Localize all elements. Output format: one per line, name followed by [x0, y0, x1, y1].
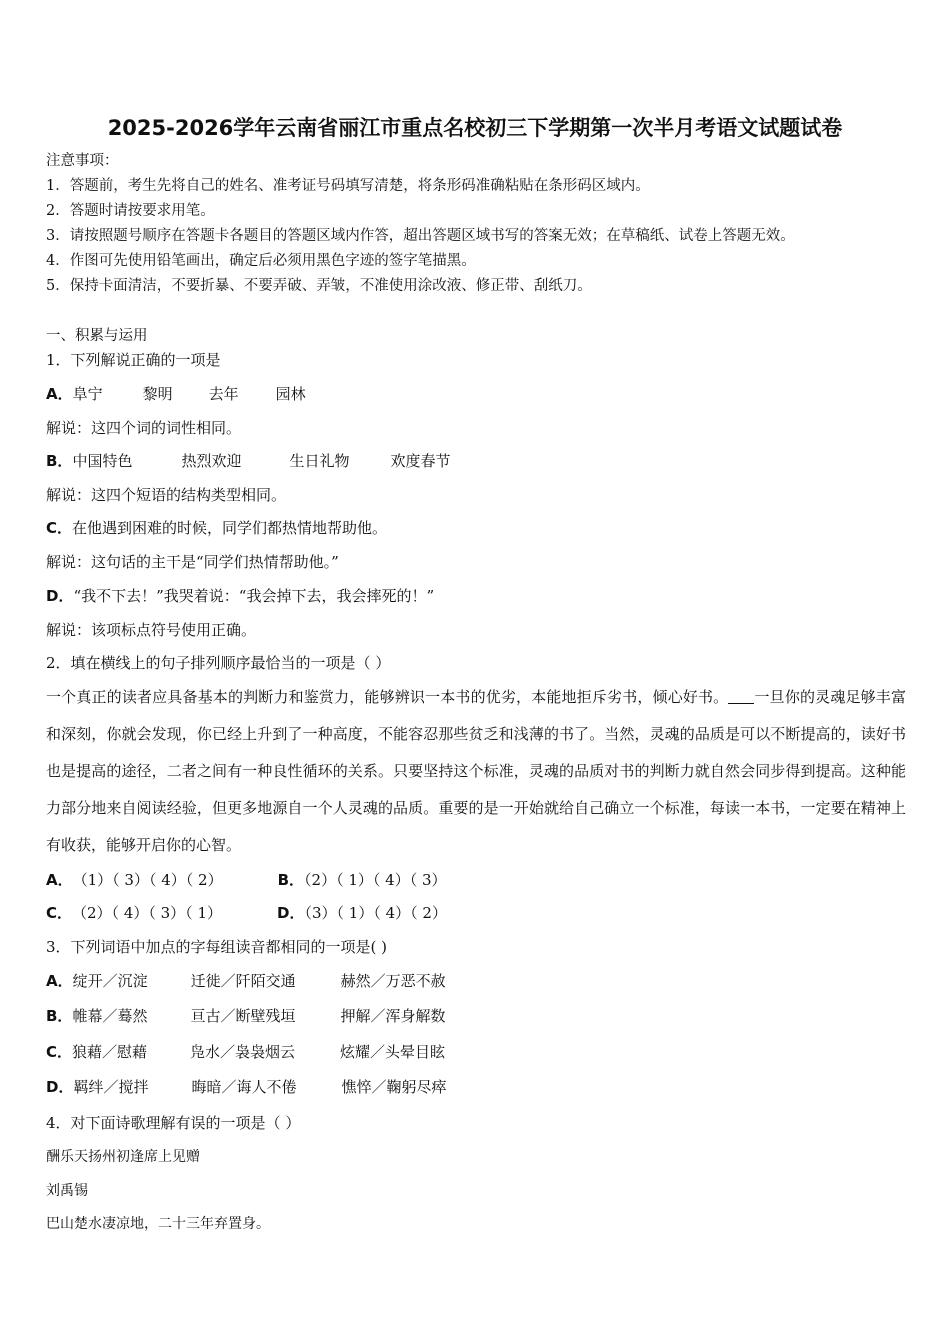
q1-stem: 1．下列解说正确的一项是 — [46, 351, 221, 369]
option-text: （3）（ 1）（ 4）（ 2） — [304, 904, 447, 922]
word-group: 晦暗／诲人不倦 — [191, 1078, 297, 1096]
q1-explain-d: 解说：该项标点符号使用正确。 — [46, 621, 257, 639]
option-label: C． — [46, 519, 73, 537]
passage-text: 一个真正的读者应具备基本的判断力和鉴赏力，能够辨识一本书的优劣，本能地拒斥劣书，倾心好书。 — [46, 688, 729, 706]
q3-option-c — [46, 1042, 445, 1062]
q1-explain-b: 解说：这四个短语的结构类型相同。 — [46, 486, 287, 504]
notice-item-4: 4．作图可先使用铅笔画出，确定后必须用黑色字迹的签字笔描黑。 — [46, 253, 476, 269]
q4-stem: 4．对下面诗歌理解有误的一项是（ ） — [46, 1114, 301, 1132]
q2-passage — [46, 679, 906, 864]
option-label: D． — [46, 587, 74, 605]
word-group: 炫耀／头晕目眩 — [340, 1043, 446, 1061]
word-group: 迁徙／阡陌交通 — [190, 972, 296, 990]
q3-option-d — [46, 1077, 446, 1097]
poem-author: 刘禹锡 — [46, 1183, 88, 1199]
q3-stem: 3．下列词语中加点的字每组读音都相同的一项是( ) — [46, 938, 388, 956]
option-text: （2）（ 1）（ 4）（ 3） — [304, 871, 447, 889]
notice-item-5: 5．保持卡面清洁，不要折暴、不要弄破、弄皱，不准使用涂改液、修正带、刮纸刀。 — [46, 278, 592, 294]
notice-item-3: 3．请按照题号顺序在答题卡各题目的答题区域内作答，超出答题区域书写的答案无效；在草稿纸、试卷上答题无效。 — [46, 228, 795, 244]
option-label: D． — [46, 1078, 74, 1096]
word-group: 羁绊／搅拌 — [73, 1078, 149, 1096]
option-label: B． — [277, 871, 305, 889]
word-group: 亘古／断壁残垣 — [190, 1007, 296, 1025]
option-label: A． — [46, 871, 73, 889]
notice-item-1: 1．答题前，考生先将自己的姓名、准考证号码填写清楚，将条形码准确粘贴在条形码区域内。 — [46, 178, 650, 194]
q1-explain-c: 解说：这句话的主干是“同学们热情帮助他。” — [46, 553, 339, 571]
q2-stem: 2．填在横线上的句子排列顺序最恰当的一项是（ ） — [46, 654, 391, 672]
q1-option-c — [46, 518, 387, 538]
option-text: （1）（ 3）（ 4）（ 2） — [72, 871, 223, 889]
q2-options-row-1 — [46, 870, 447, 890]
passage-text: 一旦你的灵魂足够丰富和深刻，你就会发现，你已经上升到了一种高度，不能容忍那些贫乏和浅薄的书了。当然，灵魂的品质是可以不断提高的，读好书也是提高的途径，二者之间有一种良性循环的关系。只要坚持这个标准，灵魂的品质对书的判断力就自然会同步得到提高。这种能力部分地来自阅读经验，但更多地源自一个人灵魂的品质。重要的是一开始就给自己确立一个标准，每读一本书，一定要在精神上有收获，能够开启你的心智。 — [46, 688, 906, 854]
q3-option-b — [46, 1006, 445, 1026]
word: 欢度春节 — [390, 452, 451, 470]
poem-line-1: 巴山楚水凄凉地，二十三年弃置身。 — [46, 1216, 270, 1232]
q1-option-b — [46, 451, 450, 471]
option-label: A． — [46, 385, 73, 403]
notice-heading: 注意事项： — [46, 153, 119, 169]
option-label: D． — [277, 904, 305, 922]
option-label: B． — [46, 452, 73, 470]
word: 黎明 — [142, 385, 173, 403]
word-group: 狼藉／慰藉 — [72, 1043, 148, 1061]
word-group: 绽开／沉淀 — [72, 972, 148, 990]
option-label: A． — [46, 972, 73, 990]
option-text: “我不下去！”我哭着说：“我会掉下去，我会摔死的！” — [73, 587, 435, 605]
word: 阜宁 — [72, 385, 103, 403]
q1-option-d — [46, 586, 434, 606]
option-label: C． — [46, 904, 73, 922]
q2-options-row-2 — [46, 903, 447, 923]
q3-option-a — [46, 971, 446, 991]
word: 中国特色 — [72, 452, 133, 470]
notice-item-2: 2．答题时请按要求用笔。 — [46, 203, 215, 219]
option-text: （2）（ 4）（ 3）（ 1） — [72, 904, 222, 922]
word-group: 帷幕／蓦然 — [72, 1007, 148, 1025]
word-group: 押解／浑身解数 — [340, 1007, 446, 1025]
word: 热烈欢迎 — [181, 452, 242, 470]
option-text: 在他遇到困难的时候，同学们都热情地帮助他。 — [72, 519, 388, 537]
section-heading: 一、积累与运用 — [46, 328, 148, 344]
word-group: 憔悴／鞠躬尽瘁 — [341, 1078, 447, 1096]
page-title: 2025-2026学年云南省丽江市重点名校初三下学期第一次半月考语文试题试卷 — [107, 116, 843, 140]
q1-option-a — [46, 384, 306, 404]
option-label: C． — [46, 1043, 73, 1061]
fill-blank — [728, 689, 754, 704]
q1-explain-a: 解说：这四个词的词性相同。 — [46, 419, 242, 437]
word: 去年 — [208, 385, 239, 403]
option-label: B． — [46, 1007, 73, 1025]
word: 园林 — [275, 385, 306, 403]
word: 生日礼物 — [289, 452, 350, 470]
poem-title: 酬乐天扬州初逢席上见赠 — [46, 1149, 200, 1165]
word-group: 凫水／袅袅烟云 — [190, 1043, 296, 1061]
word-group: 赫然／万恶不赦 — [340, 972, 446, 990]
